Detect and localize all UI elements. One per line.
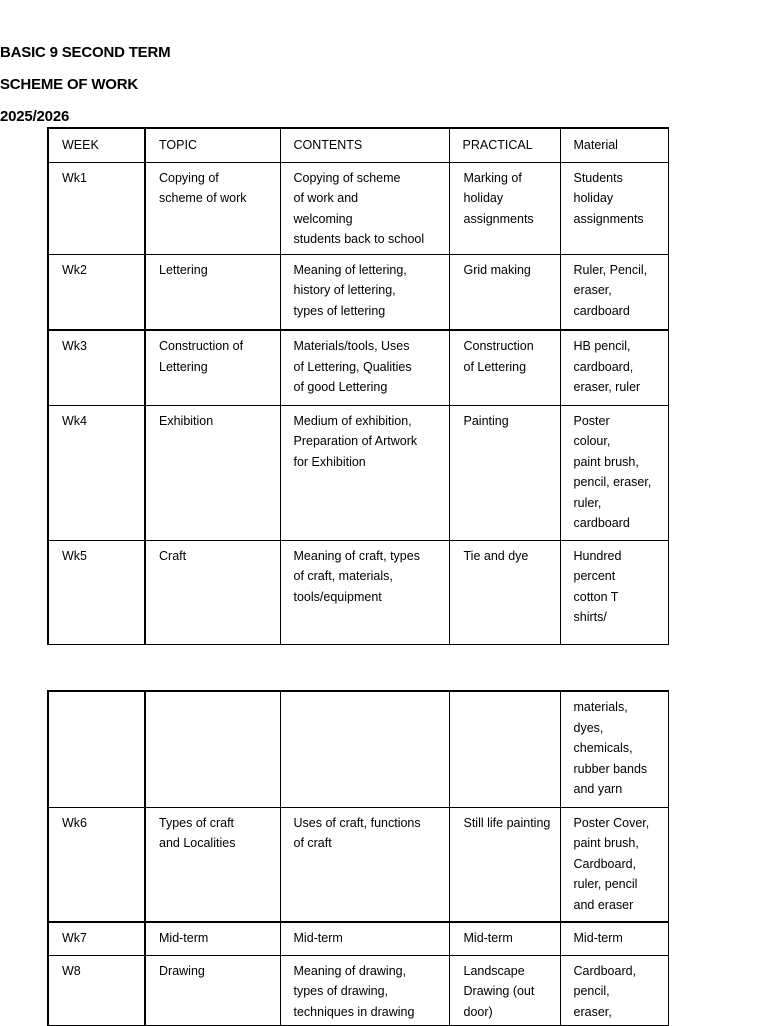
week-text: W8 [62, 963, 81, 978]
table-row-wk4 [48, 405, 668, 540]
material-line: and yarn [573, 782, 623, 796]
practical-line: Drawing (out [463, 984, 535, 998]
material-line: paint brush, [573, 836, 639, 850]
session-year: 2025/2026 [0, 108, 70, 125]
material-line: Poster Cover, [573, 815, 650, 830]
contents-line: students back to school [293, 232, 425, 246]
table-row-wk7-practical-cell [449, 922, 560, 955]
material-line: cotton T [573, 589, 619, 604]
week-text: Wk6 [62, 815, 87, 830]
table-row-wk2-contents-cell [280, 254, 449, 330]
table-row-w8-week-cell [48, 955, 145, 1025]
table-row-wk6-topic-cell [145, 807, 280, 922]
table-row-wk3-topic-cell [145, 330, 280, 405]
topic-line: Lettering [159, 359, 208, 374]
contents-line: of craft, materials, [293, 569, 393, 583]
topic-line: Types of craft [159, 815, 235, 830]
topic-line: scheme of work [159, 191, 247, 205]
table-row-wk5-material-cell [560, 540, 668, 644]
contents-line: Preparation of Artwork [293, 434, 418, 448]
material-line: ruler, [573, 495, 602, 510]
practical-line: assignments [463, 211, 534, 226]
contents-line: Medium of exhibition, [293, 413, 412, 428]
material-line: rubber bands [573, 761, 648, 776]
table-row-wk6-practical-cell [449, 807, 560, 922]
topic-line: Copying of [159, 170, 219, 185]
document-subtitle: SCHEME OF WORK [0, 76, 139, 93]
table-row-wk4-week-cell [48, 405, 145, 540]
table-header-row [48, 128, 668, 162]
practical-line: Grid making [463, 262, 531, 277]
topic-line: Exhibition [159, 413, 214, 428]
practical-line: Painting [463, 413, 509, 428]
table-row-wk3-material-cell [560, 330, 668, 405]
contents-line: for Exhibition [293, 454, 366, 469]
contents-line: of good Lettering [293, 380, 388, 394]
contents-line: Meaning of drawing, [293, 963, 407, 978]
table-row-wk1 [48, 162, 668, 254]
table-row-wk2-week-cell [48, 254, 145, 330]
topic-line: Craft [159, 548, 187, 563]
practical-line: Marking of [463, 170, 522, 185]
table-row-wk3 [48, 330, 668, 405]
material-line: pencil, [573, 984, 610, 998]
week-text: Wk7 [62, 931, 87, 945]
material-line: shirts/ [573, 610, 607, 624]
table-row-wk5-week-cell [48, 540, 145, 644]
table-row-w8-practical-cell [449, 955, 560, 1025]
table-row-continued-topic-cell [145, 691, 280, 807]
table-row-w8-material-cell [560, 955, 668, 1025]
material-line: ruler, pencil [573, 877, 638, 891]
practical-line: Landscape [463, 963, 525, 978]
table-row-wk4-topic-cell [145, 405, 280, 540]
column-header-label: PRACTICAL [462, 138, 533, 152]
contents-line: of work and [293, 191, 359, 205]
practical-line: of Lettering [463, 359, 527, 374]
topic-line: Construction of [159, 339, 244, 353]
table-row-continued-week-cell [48, 691, 145, 807]
material-line: assignments [573, 211, 644, 226]
column-header-material [560, 128, 668, 162]
column-header-label: WEEK [62, 138, 99, 152]
table-row-wk3-contents-cell [280, 330, 449, 405]
practical-line: door) [463, 1004, 493, 1019]
contents-line: welcoming [293, 211, 353, 226]
contents-line: history of lettering, [293, 283, 396, 297]
topic-line: Lettering [159, 262, 208, 277]
table-row-wk1-contents-cell [280, 162, 449, 254]
material-line: chemicals, [573, 741, 633, 755]
table-row-wk3-week-cell [48, 330, 145, 405]
table-row-wk6-week-cell [48, 807, 145, 922]
contents-line: types of drawing, [293, 984, 388, 998]
material-line: colour, [573, 434, 611, 448]
contents-line: of craft [293, 836, 332, 850]
material-line: paint brush, [573, 454, 639, 469]
material-line: cardboard [573, 516, 630, 530]
material-line: eraser, ruler [573, 380, 641, 394]
material-line: materials, [573, 700, 628, 714]
week-text: Wk5 [62, 548, 87, 563]
practical-line: Construction [463, 339, 534, 353]
material-line: and eraser [573, 897, 634, 912]
column-header-label: TOPIC [159, 138, 197, 152]
contents-line: Meaning of lettering, [293, 262, 407, 277]
table-row-w8 [48, 955, 668, 1025]
table-row-wk2-practical-cell [449, 254, 560, 330]
table-row-wk7 [48, 922, 668, 955]
material-line: eraser, [573, 283, 612, 297]
scheme-table-page-1 [47, 127, 669, 645]
practical-line: holiday [463, 191, 504, 205]
material-line: Hundred [573, 548, 622, 563]
practical-line: Tie and dye [463, 548, 529, 563]
table-row-wk5-topic-cell [145, 540, 280, 644]
material-line: dyes, [573, 720, 604, 735]
table-row-wk5-practical-cell [449, 540, 560, 644]
material-line: eraser, [573, 1004, 612, 1019]
table-row-wk4-contents-cell [280, 405, 449, 540]
material-line: pencil, eraser, [573, 475, 652, 489]
material-line: percent [573, 569, 616, 583]
practical-line: Still life painting [463, 815, 551, 830]
table-row-wk7-week-cell [48, 922, 145, 955]
contents-line: Copying of scheme [293, 170, 401, 185]
table-row-continued [48, 691, 668, 807]
contents-line: Mid-term [293, 931, 343, 945]
material-line: cardboard [573, 303, 630, 318]
material-line: cardboard, [573, 359, 634, 374]
column-header-label: CONTENTS [293, 138, 363, 152]
document-title: BASIC 9 SECOND TERM [0, 44, 171, 61]
table-row-continued-practical-cell [449, 691, 560, 807]
material-line: Cardboard, [573, 856, 637, 871]
table-row-w8-topic-cell [145, 955, 280, 1025]
contents-line: Uses of craft, functions [293, 815, 421, 830]
scheme-table-page-2 [47, 690, 669, 1026]
practical-line: Mid-term [463, 931, 513, 945]
contents-line: tools/equipment [293, 589, 382, 604]
topic-line: Mid-term [159, 931, 209, 945]
topic-line: and Localities [159, 836, 236, 850]
table-row-wk5-contents-cell [280, 540, 449, 644]
contents-line: of Lettering, Qualities [293, 359, 412, 374]
column-header-week [48, 128, 145, 162]
contents-line: techniques in drawing [293, 1004, 415, 1019]
table-row-wk2-topic-cell [145, 254, 280, 330]
table-row-wk7-topic-cell [145, 922, 280, 955]
material-line: Poster [573, 413, 610, 428]
table-row-w8-contents-cell [280, 955, 449, 1025]
week-text: Wk3 [62, 339, 87, 353]
table-row-continued-contents-cell [280, 691, 449, 807]
table-row-wk1-topic-cell [145, 162, 280, 254]
table-row-wk4-material-cell [560, 405, 668, 540]
table-row-wk4-practical-cell [449, 405, 560, 540]
contents-line: types of lettering [293, 303, 386, 318]
material-line: Ruler, Pencil, [573, 262, 648, 277]
table-row-wk1-week-cell [48, 162, 145, 254]
table-row-wk7-material-cell [560, 922, 668, 955]
table-row-wk6-material-cell [560, 807, 668, 922]
material-line: HB pencil, [573, 339, 631, 353]
table-row-wk7-contents-cell [280, 922, 449, 955]
week-text: Wk1 [62, 170, 87, 185]
table-row-wk6-contents-cell [280, 807, 449, 922]
material-line: holiday [573, 191, 614, 205]
table-row-continued-material-cell [560, 691, 668, 807]
column-header-label: Material [573, 138, 618, 152]
material-line: Mid-term [573, 931, 623, 945]
topic-line: Drawing [159, 963, 205, 978]
table-row-wk2-material-cell [560, 254, 668, 330]
contents-line: Meaning of craft, types [293, 548, 420, 563]
week-text: Wk2 [62, 262, 87, 277]
material-line: Cardboard, [573, 963, 637, 978]
table-row-wk3-practical-cell [449, 330, 560, 405]
column-header-topic [145, 128, 280, 162]
table-row-wk1-practical-cell [449, 162, 560, 254]
column-header-practical [449, 128, 560, 162]
table-row-wk2 [48, 254, 668, 330]
contents-line: Materials/tools, Uses [293, 339, 410, 353]
column-header-contents [280, 128, 449, 162]
material-line: Students [573, 170, 623, 185]
table-row-wk5 [48, 540, 668, 644]
table-row-wk1-material-cell [560, 162, 668, 254]
table-row-wk6 [48, 807, 668, 922]
week-text: Wk4 [62, 413, 87, 428]
